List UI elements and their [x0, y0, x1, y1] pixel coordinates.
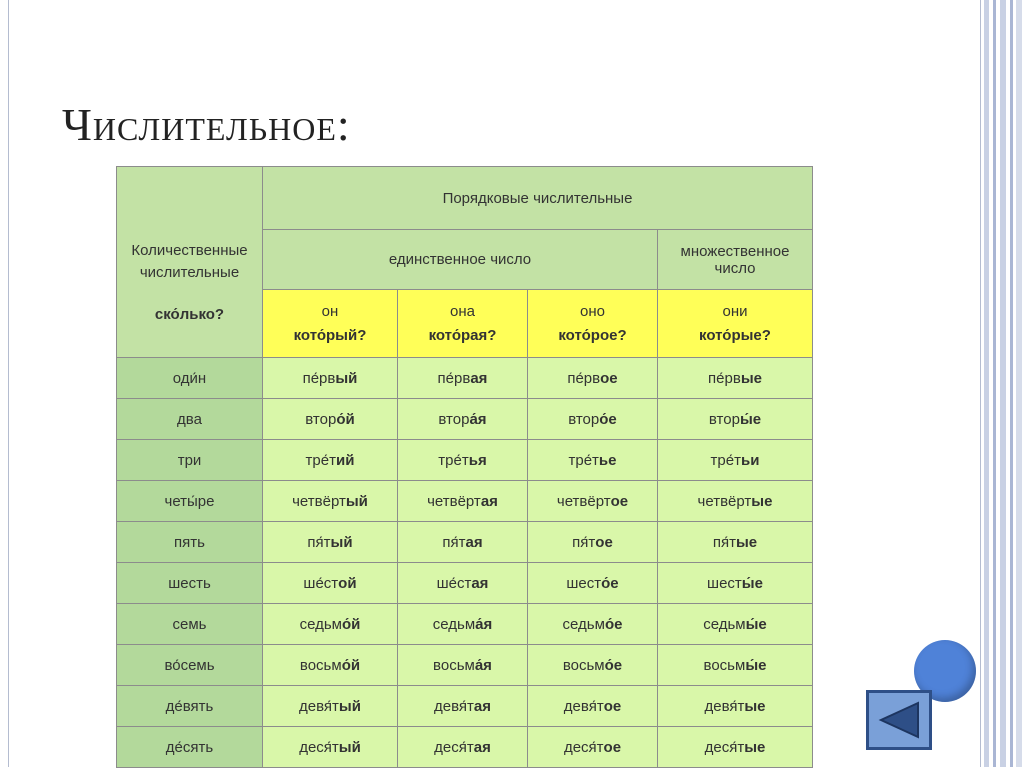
ordinal-cell	[658, 563, 813, 604]
table-row	[117, 563, 813, 604]
word-ending: ое	[603, 738, 622, 756]
ordinal-cell	[398, 481, 528, 522]
decorative-stripes	[984, 0, 1024, 767]
word-ending: ые	[744, 697, 766, 715]
word-stem: пе́рв	[437, 369, 471, 387]
word-stem: девя́т	[563, 697, 604, 715]
singular-header: единственное число	[263, 230, 658, 290]
word-stem: четвёрт	[697, 492, 752, 510]
word-stem: втор	[305, 410, 337, 428]
word-stem: пе́рв	[302, 369, 336, 387]
word-stem: шест	[707, 574, 742, 592]
word-stem: втор	[708, 410, 740, 428]
word-ending: ая	[473, 697, 491, 715]
ordinal-cell	[398, 645, 528, 686]
gender-header-3	[658, 290, 813, 358]
ordinal-cell	[398, 604, 528, 645]
gender-header-1	[398, 290, 528, 358]
ordinal-cell	[658, 358, 813, 399]
ordinal-cell	[528, 399, 658, 440]
ordinal-cell	[398, 399, 528, 440]
cardinal-cell: три	[117, 440, 263, 481]
ordinal-cell	[398, 440, 528, 481]
ordinal-cell	[658, 522, 813, 563]
ordinal-cell	[658, 645, 813, 686]
word-stem: деся́т	[563, 738, 604, 756]
word-stem: пя́т	[442, 533, 466, 551]
gender-header-2	[528, 290, 658, 358]
ordinal-cell	[263, 604, 398, 645]
ordinal-cell	[398, 686, 528, 727]
table-row	[117, 481, 813, 522]
gender-question: кото́рая?	[428, 326, 497, 344]
ordinal-cell	[263, 358, 398, 399]
word-stem: шест	[566, 574, 602, 592]
word-ending: ы́е	[741, 574, 763, 592]
word-stem: пе́рв	[708, 369, 741, 387]
word-ending: ая	[480, 492, 498, 510]
word-stem: седьм	[299, 615, 342, 633]
word-ending: ый	[338, 738, 361, 756]
word-stem: восьм	[433, 656, 475, 674]
word-ending: ы́е	[745, 656, 767, 674]
cardinal-cell: де́сять	[117, 727, 263, 768]
word-stem: тре́т	[568, 451, 599, 469]
ordinal-cell	[263, 563, 398, 604]
word-stem: девя́т	[704, 697, 745, 715]
word-ending: о́е	[601, 574, 619, 592]
table-row	[117, 727, 813, 768]
word-ending: ая	[470, 369, 488, 387]
ordinal-cell	[398, 727, 528, 768]
back-button[interactable]	[866, 690, 932, 750]
word-ending: ые	[735, 533, 758, 551]
word-ending: ый	[330, 533, 353, 551]
word-stem: деся́т	[299, 738, 339, 756]
word-stem: пе́рв	[567, 369, 601, 387]
ordinal-cell	[528, 522, 658, 563]
word-ending: ые	[744, 738, 766, 756]
word-ending: ы́е	[739, 410, 762, 428]
word-ending: ый	[335, 369, 358, 387]
back-arrow-icon	[876, 700, 922, 740]
ordinal-cell	[658, 440, 813, 481]
plural-header: множественное число	[658, 230, 813, 290]
word-ending: а́я	[475, 615, 493, 633]
ordinal-cell	[263, 686, 398, 727]
word-ending: ые	[740, 369, 762, 387]
ordinal-cell	[658, 481, 813, 522]
word-ending: ы́е	[745, 615, 767, 633]
word-ending: ый	[345, 492, 368, 510]
word-stem: деся́т	[434, 738, 474, 756]
word-stem: девя́т	[434, 697, 474, 715]
table-row	[117, 358, 813, 399]
ordinal-cell	[263, 522, 398, 563]
ordinal-cell	[528, 563, 658, 604]
ordinal-cell	[528, 440, 658, 481]
word-ending: ое	[595, 533, 613, 551]
word-ending: ое	[603, 697, 622, 715]
gender-question: кото́рое?	[558, 326, 627, 344]
ordinal-cell	[263, 727, 398, 768]
ordinal-cell	[658, 604, 813, 645]
cardinal-cell: де́вять	[117, 686, 263, 727]
cardinal-header-cell	[117, 167, 263, 358]
word-stem: деся́т	[704, 738, 745, 756]
ordinal-cell	[658, 686, 813, 727]
word-ending: о́й	[336, 410, 355, 428]
gender-header-0	[263, 290, 398, 358]
gender-question: кото́рый?	[293, 326, 367, 344]
word-ending: о́е	[604, 615, 623, 633]
ordinal-cell	[658, 727, 813, 768]
gender-pronoun: они	[722, 302, 748, 320]
word-stem: седьм	[432, 615, 476, 633]
word-ending: ая	[473, 738, 491, 756]
word-ending: о́е	[599, 410, 617, 428]
cardinal-cell: семь	[117, 604, 263, 645]
cardinal-cell: два	[117, 399, 263, 440]
ordinal-cell	[528, 358, 658, 399]
cardinal-label: Количественные числительные	[131, 241, 248, 281]
ordinal-cell	[263, 399, 398, 440]
cardinal-cell: во́семь	[117, 645, 263, 686]
gender-pronoun: он	[321, 302, 339, 320]
word-stem: втор	[568, 410, 600, 428]
table-row	[117, 399, 813, 440]
cardinal-cell: оди́н	[117, 358, 263, 399]
ordinal-cell	[263, 481, 398, 522]
ordinal-cell	[528, 481, 658, 522]
table-row	[117, 686, 813, 727]
word-stem: тре́т	[710, 451, 741, 469]
ordinal-cell	[398, 563, 528, 604]
word-stem: девя́т	[299, 697, 339, 715]
cardinal-question: ско́лько?	[154, 305, 225, 323]
word-stem: втор	[438, 410, 470, 428]
ordinal-header: Порядковые числительные	[263, 167, 813, 230]
ordinal-cell	[528, 727, 658, 768]
word-stem: восьм	[703, 656, 746, 674]
ordinal-cell	[263, 440, 398, 481]
word-ending: а́я	[469, 410, 487, 428]
word-stem: четвёрт	[556, 492, 611, 510]
slide-title: Числительное:	[62, 99, 351, 150]
word-stem: четвёрт	[292, 492, 346, 510]
table-row	[117, 604, 813, 645]
ordinal-cell	[398, 358, 528, 399]
word-ending: о́й	[341, 656, 361, 674]
word-stem: тре́т	[305, 451, 336, 469]
word-stem: четвёрт	[427, 492, 481, 510]
cardinal-cell: четы́ре	[117, 481, 263, 522]
word-ending: ые	[751, 492, 773, 510]
word-ending: ий	[335, 451, 355, 469]
word-ending: о́й	[342, 615, 361, 633]
word-stem: тре́т	[438, 451, 469, 469]
ordinal-cell	[263, 645, 398, 686]
word-ending: ое	[610, 492, 629, 510]
gender-pronoun: она	[450, 302, 475, 320]
word-stem: пя́т	[307, 533, 331, 551]
ordinal-cell	[658, 399, 813, 440]
word-stem: восьм	[299, 656, 342, 674]
word-stem: пя́т	[572, 533, 596, 551]
word-ending: о́е	[604, 656, 623, 674]
word-ending: ая	[465, 533, 483, 551]
word-stem: ше́ст	[436, 574, 472, 592]
gender-question: кото́рые?	[699, 326, 771, 344]
word-ending: ое	[600, 369, 618, 387]
cardinal-cell: пять	[117, 522, 263, 563]
word-stem: восьм	[562, 656, 605, 674]
word-stem: пя́т	[712, 533, 736, 551]
word-stem: седьм	[703, 615, 746, 633]
ordinal-cell	[528, 686, 658, 727]
word-ending: ьи	[740, 451, 760, 469]
table-row	[117, 522, 813, 563]
word-ending: ой	[338, 574, 357, 592]
word-ending: ая	[471, 574, 489, 592]
word-ending: а́я	[474, 656, 492, 674]
word-ending: ья	[468, 451, 487, 469]
ordinal-cell	[528, 604, 658, 645]
table-row	[117, 645, 813, 686]
word-stem: седьм	[562, 615, 605, 633]
word-ending: ье	[598, 451, 617, 469]
table-row	[117, 440, 813, 481]
numerals-table	[116, 166, 813, 768]
gender-pronoun: оно	[580, 302, 605, 320]
cardinal-cell: шесть	[117, 563, 263, 604]
word-ending: ый	[338, 697, 361, 715]
ordinal-cell	[528, 645, 658, 686]
word-stem: ше́ст	[303, 574, 339, 592]
ordinal-cell	[398, 522, 528, 563]
